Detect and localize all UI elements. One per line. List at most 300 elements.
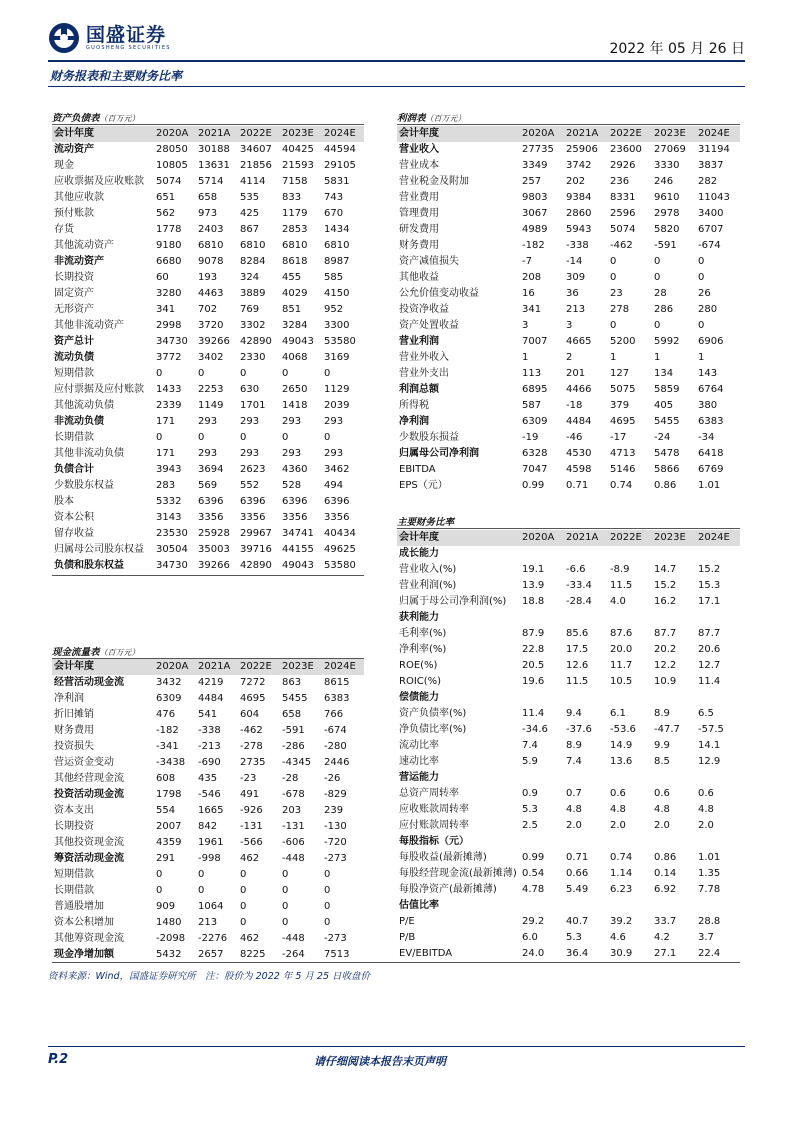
cell-value: 4.0 xyxy=(610,596,626,607)
cell-value: 863 xyxy=(282,677,302,688)
cell-value: 22.8 xyxy=(522,644,545,655)
cell-value: 0.66 xyxy=(566,868,589,879)
cell-value: 1665 xyxy=(198,805,224,816)
cell-value: 8225 xyxy=(240,949,266,960)
cell-value: 3284 xyxy=(282,320,308,331)
row-label: 归属于母公司净利润(%) xyxy=(399,596,507,607)
cell-value: 27069 xyxy=(654,144,686,155)
cell-value: 0 xyxy=(198,885,205,896)
cell-value: -213 xyxy=(198,741,221,752)
row-label: 营运资金变动 xyxy=(54,757,114,768)
cell-value: 309 xyxy=(566,272,586,283)
table-row xyxy=(52,851,364,867)
cell-value: 3 xyxy=(522,320,529,331)
cell-value: 405 xyxy=(654,400,674,411)
table-row xyxy=(397,690,740,706)
cell-value: 3 xyxy=(566,320,573,331)
header-label: 会计年度 xyxy=(52,659,154,675)
cell-value: 0 xyxy=(698,320,705,331)
cell-value: 491 xyxy=(240,789,260,800)
table-row xyxy=(397,850,740,866)
cell-value xyxy=(696,770,740,786)
cell-value: 2330 xyxy=(240,352,266,363)
cell-value: -24 xyxy=(654,432,671,443)
cell-value: 3169 xyxy=(324,352,350,363)
cell-value: 293 xyxy=(324,448,344,459)
income-statement-caption-rule xyxy=(397,124,740,125)
table-row xyxy=(397,366,740,382)
table-row xyxy=(52,787,364,803)
cell-value: 34730 xyxy=(156,560,188,571)
row-label: 营业收入(%) xyxy=(399,564,457,575)
cell-value: 11.5 xyxy=(610,580,633,591)
row-label: 应收账款周转率 xyxy=(399,804,469,815)
cell-value: 60 xyxy=(156,272,169,283)
header-year: 2023E xyxy=(280,659,322,675)
row-label: 其他流动负债 xyxy=(54,400,114,411)
table-row xyxy=(397,658,740,674)
cell-value: 3349 xyxy=(522,160,548,171)
ratios-caption-rule xyxy=(397,528,740,529)
cell-value: 6396 xyxy=(198,496,224,507)
cell-value: 4695 xyxy=(240,693,266,704)
table-row xyxy=(52,206,364,222)
cell-value: 202 xyxy=(566,176,586,187)
table-header-row xyxy=(52,659,364,675)
cell-value: 2926 xyxy=(610,160,636,171)
cell-value xyxy=(520,610,564,626)
cell-value: 842 xyxy=(198,821,218,832)
cell-value: 324 xyxy=(240,272,260,283)
cell-value: 7.78 xyxy=(698,884,721,895)
cell-value: 3742 xyxy=(566,160,592,171)
cell-value: 6680 xyxy=(156,256,182,267)
cell-value: 1149 xyxy=(198,400,224,411)
row-label: 非流动资产 xyxy=(54,256,104,267)
cell-value: 4484 xyxy=(198,693,224,704)
table-row xyxy=(52,675,364,691)
table-row xyxy=(397,174,740,190)
row-label: 少数股东损益 xyxy=(399,432,459,443)
cell-value: 4989 xyxy=(522,224,548,235)
cell-value: -8.9 xyxy=(610,564,630,575)
cell-value: 20.6 xyxy=(698,644,721,655)
cell-value: 6.5 xyxy=(698,708,714,719)
cell-value: 282 xyxy=(698,176,718,187)
cell-value: 630 xyxy=(240,384,260,395)
cell-value: 49043 xyxy=(282,336,314,347)
cell-value: 6.23 xyxy=(610,884,633,895)
header-year: 2024E xyxy=(696,126,740,142)
cell-value: 44594 xyxy=(324,144,356,155)
table-row xyxy=(397,802,740,818)
cell-value: 2657 xyxy=(198,949,224,960)
cell-value: 8.9 xyxy=(654,708,670,719)
table-row xyxy=(397,286,740,302)
cell-value: 5714 xyxy=(198,176,224,187)
cell-value: -674 xyxy=(324,725,347,736)
cell-value: -26 xyxy=(324,773,341,784)
logo-chinese-name: 国盛证券 xyxy=(86,23,167,46)
cell-value: 25906 xyxy=(566,144,598,155)
cell-value: 19.6 xyxy=(522,676,545,687)
table-row xyxy=(52,819,364,835)
cell-value: 27.1 xyxy=(654,948,677,959)
table-row xyxy=(52,462,364,478)
cell-value: 1778 xyxy=(156,224,182,235)
cell-value xyxy=(652,610,696,626)
cell-value: 494 xyxy=(324,480,344,491)
cell-value: 3837 xyxy=(698,160,724,171)
cell-value: 293 xyxy=(282,448,302,459)
table-row xyxy=(52,947,364,963)
cell-value: 40.7 xyxy=(566,916,589,927)
cell-value: 0 xyxy=(156,432,163,443)
table-row xyxy=(397,142,740,158)
row-label: 现金净增加额 xyxy=(54,949,114,960)
row-label: 净利润 xyxy=(399,416,429,427)
cell-value: 22.4 xyxy=(698,948,721,959)
row-label: 其他非流动负债 xyxy=(54,448,124,459)
cell-value: 213 xyxy=(566,304,586,315)
cell-value: 3356 xyxy=(198,512,224,523)
cell-value: -273 xyxy=(324,853,347,864)
row-label: 营业成本 xyxy=(399,160,439,171)
table-row xyxy=(397,302,740,318)
cell-value: 0 xyxy=(654,320,661,331)
cell-value: 201 xyxy=(566,368,586,379)
cell-value xyxy=(652,690,696,706)
cell-value: 608 xyxy=(156,773,176,784)
cell-value: -286 xyxy=(282,741,305,752)
row-label: 营业外支出 xyxy=(399,368,449,379)
cell-value: 0.6 xyxy=(698,788,714,799)
cell-value: 7272 xyxy=(240,677,266,688)
cell-value: 14.1 xyxy=(698,740,721,751)
cell-value: -34.6 xyxy=(522,724,548,735)
row-label: 估值比率 xyxy=(399,900,439,911)
cell-value: 6309 xyxy=(156,693,182,704)
cell-value: 239 xyxy=(324,805,344,816)
ratios-title: 主要财务比率 xyxy=(397,517,455,528)
table-row xyxy=(52,350,364,366)
cell-value: 4695 xyxy=(610,416,636,427)
cell-value: 0 xyxy=(282,901,289,912)
cell-value: 1179 xyxy=(282,208,308,219)
cell-value: -462 xyxy=(610,240,633,251)
cell-value: 658 xyxy=(198,192,218,203)
row-label: 现金 xyxy=(54,160,74,171)
cell-value: 6383 xyxy=(698,416,724,427)
cell-value: 39716 xyxy=(240,544,272,555)
table-row xyxy=(397,722,740,738)
cell-value: 293 xyxy=(240,448,260,459)
cell-value xyxy=(608,834,652,850)
cash-flow-unit: （百万元） xyxy=(99,648,140,657)
cell-value: 6309 xyxy=(522,416,548,427)
cell-value: 2039 xyxy=(324,400,350,411)
row-label: 获利能力 xyxy=(399,612,439,623)
row-label: 经营活动现金流 xyxy=(54,677,124,688)
table-row xyxy=(397,594,740,610)
cell-value: 702 xyxy=(198,304,218,315)
cell-value: -448 xyxy=(282,933,305,944)
cell-value: 6.0 xyxy=(522,932,538,943)
table-row xyxy=(52,755,364,771)
cell-value: 5478 xyxy=(654,448,680,459)
cell-value: 4114 xyxy=(240,176,266,187)
cell-value: 0.7 xyxy=(566,788,582,799)
cell-value: 0 xyxy=(240,885,247,896)
row-label: 投资损失 xyxy=(54,741,94,752)
cell-value: 3330 xyxy=(654,160,680,171)
cell-value: 21593 xyxy=(282,160,314,171)
row-label: 短期借款 xyxy=(54,869,94,880)
table-row xyxy=(52,270,364,286)
cell-value: 0 xyxy=(324,869,331,880)
cell-value: 3067 xyxy=(522,208,548,219)
cell-value: 0 xyxy=(156,885,163,896)
cell-value: 670 xyxy=(324,208,344,219)
table-row xyxy=(397,738,740,754)
cell-value: 4665 xyxy=(566,336,592,347)
cell-value: 562 xyxy=(156,208,176,219)
cell-value: 21856 xyxy=(240,160,272,171)
cell-value: 293 xyxy=(324,416,344,427)
row-label: 归属母公司净利润 xyxy=(399,448,479,459)
cell-value: 5455 xyxy=(282,693,308,704)
footer-divider xyxy=(48,1046,745,1047)
row-label: 营业税金及附加 xyxy=(399,176,469,187)
cell-value: 3356 xyxy=(324,512,350,523)
cell-value: 341 xyxy=(156,304,176,315)
balance-sheet-caption xyxy=(52,110,140,124)
cell-value: 0.71 xyxy=(566,480,589,491)
cell-value: 171 xyxy=(156,416,176,427)
cell-value: 6895 xyxy=(522,384,548,395)
cell-value: 6810 xyxy=(324,240,350,251)
cell-value: 42890 xyxy=(240,560,272,571)
cell-value: 29105 xyxy=(324,160,356,171)
header-year: 2020A xyxy=(520,530,564,546)
table-row xyxy=(52,526,364,542)
table-row xyxy=(52,542,364,558)
cell-value: -720 xyxy=(324,837,347,848)
cell-value: 34741 xyxy=(282,528,314,539)
cell-value: 16.2 xyxy=(654,596,677,607)
cell-value: 0 xyxy=(324,901,331,912)
table-row xyxy=(52,430,364,446)
cell-value: 766 xyxy=(324,709,344,720)
table-row xyxy=(52,190,364,206)
cell-value: 8284 xyxy=(240,256,266,267)
table-row xyxy=(397,818,740,834)
row-label: EPS（元） xyxy=(399,480,448,491)
row-label: 其他经营现金流 xyxy=(54,773,124,784)
table-row xyxy=(397,786,740,802)
table-row xyxy=(397,898,740,914)
income-statement-unit: （百万元） xyxy=(425,114,466,123)
cell-value: 8987 xyxy=(324,256,350,267)
cell-value: 1434 xyxy=(324,224,350,235)
cell-value: 0 xyxy=(610,272,617,283)
cell-value xyxy=(608,690,652,706)
cell-value: -130 xyxy=(324,821,347,832)
cell-value: -829 xyxy=(324,789,347,800)
row-label: 公允价值变动收益 xyxy=(399,288,479,299)
cell-value: 4.8 xyxy=(610,804,626,815)
cell-value: 36.4 xyxy=(566,948,589,959)
cell-value: 6764 xyxy=(698,384,724,395)
cell-value: 1064 xyxy=(198,901,224,912)
cell-value: -546 xyxy=(198,789,221,800)
cell-value: 5074 xyxy=(156,176,182,187)
cell-value: 2.0 xyxy=(698,820,714,831)
cell-value: 20.5 xyxy=(522,660,545,671)
cell-value: 1433 xyxy=(156,384,182,395)
cell-value: 4713 xyxy=(610,448,636,459)
cell-value: 2 xyxy=(566,352,573,363)
header-year: 2022E xyxy=(238,659,280,675)
cell-value: 0 xyxy=(654,272,661,283)
cell-value: 867 xyxy=(240,224,260,235)
table-row xyxy=(52,334,364,350)
cell-value: -47.7 xyxy=(654,724,680,735)
cell-value: -28 xyxy=(282,773,299,784)
cell-value xyxy=(652,546,696,562)
cell-value: 4360 xyxy=(282,464,308,475)
table-row xyxy=(52,302,364,318)
row-label: 其他投资现金流 xyxy=(54,837,124,848)
cell-value: 1480 xyxy=(156,917,182,928)
cell-value: 30504 xyxy=(156,544,188,555)
cell-value: 1418 xyxy=(282,400,308,411)
table-row xyxy=(52,558,364,574)
cell-value xyxy=(564,770,608,786)
cell-value: 1701 xyxy=(240,400,266,411)
cell-value: 14.7 xyxy=(654,564,677,575)
cell-value: 0 xyxy=(240,869,247,880)
cell-value: 6383 xyxy=(324,693,350,704)
cell-value: 11.4 xyxy=(698,676,721,687)
cell-value: 30188 xyxy=(198,144,230,155)
cell-value: 0 xyxy=(324,432,331,443)
tables-bottom-rule xyxy=(52,962,740,963)
cell-value xyxy=(520,690,564,706)
cell-value: -131 xyxy=(240,821,263,832)
cell-value: 11.7 xyxy=(610,660,633,671)
cell-value: 193 xyxy=(198,272,218,283)
row-label: 净利率(%) xyxy=(399,644,447,655)
row-label: 净利润 xyxy=(54,693,84,704)
cell-value: 541 xyxy=(198,709,218,720)
cell-value: 4150 xyxy=(324,288,350,299)
cell-value: 3462 xyxy=(324,464,350,475)
table-row xyxy=(52,691,364,707)
cell-value: 4.6 xyxy=(610,932,626,943)
cell-value: 30.9 xyxy=(610,948,633,959)
cell-value: 4.8 xyxy=(654,804,670,815)
table-row xyxy=(52,478,364,494)
table-row xyxy=(52,835,364,851)
cell-value: 1 xyxy=(654,352,661,363)
cell-value: 12.6 xyxy=(566,660,589,671)
table-row xyxy=(52,222,364,238)
cell-value: -14 xyxy=(566,256,583,267)
cell-value: 10805 xyxy=(156,160,188,171)
cell-value: 26 xyxy=(698,288,711,299)
table-row xyxy=(397,754,740,770)
table-row xyxy=(52,803,364,819)
table-row xyxy=(397,866,740,882)
row-label: 应收票据及应收账款 xyxy=(54,176,144,187)
cell-value: 909 xyxy=(156,901,176,912)
cell-value: 2.0 xyxy=(610,820,626,831)
cell-value: 293 xyxy=(198,416,218,427)
cell-value: 1.01 xyxy=(698,480,721,491)
cell-value: -462 xyxy=(240,725,263,736)
row-label: 资本公积 xyxy=(54,512,94,523)
row-label: 每股收益(最新摊薄) xyxy=(399,852,487,863)
cell-value: 87.7 xyxy=(698,628,721,639)
table-row xyxy=(397,930,740,946)
cell-value: 554 xyxy=(156,805,176,816)
income-statement-caption xyxy=(397,110,466,124)
cell-value: 87.7 xyxy=(654,628,677,639)
cell-value: 7.4 xyxy=(566,756,582,767)
table-row xyxy=(397,578,740,594)
cell-value: 0 xyxy=(198,869,205,880)
row-label: 投资活动现金流 xyxy=(54,789,124,800)
cell-value: 0 xyxy=(282,432,289,443)
cell-value: 4029 xyxy=(282,288,308,299)
cell-value: 6.1 xyxy=(610,708,626,719)
cell-value: 0 xyxy=(282,869,289,880)
cell-value: 0.74 xyxy=(610,480,633,491)
cell-value: 4466 xyxy=(566,384,592,395)
cell-value: 5992 xyxy=(654,336,680,347)
cell-value: 4530 xyxy=(566,448,592,459)
cell-value: 0.86 xyxy=(654,480,677,491)
cell-value: 4.2 xyxy=(654,932,670,943)
cell-value: 5.3 xyxy=(566,932,582,943)
cell-value: -674 xyxy=(698,240,721,251)
header-year: 2021A xyxy=(564,126,608,142)
cash-flow-title: 现金流量表 xyxy=(52,647,100,658)
cell-value: 15.3 xyxy=(698,580,721,591)
cell-value: 34730 xyxy=(156,336,188,347)
income-statement-title: 利润表 xyxy=(397,113,426,124)
table-row xyxy=(52,771,364,787)
cell-value: 1 xyxy=(522,352,529,363)
row-label: 应付账款周转率 xyxy=(399,820,469,831)
cell-value: 11043 xyxy=(698,192,730,203)
cell-value: 6396 xyxy=(324,496,350,507)
header-label: 会计年度 xyxy=(52,126,154,142)
cell-value: 3400 xyxy=(698,208,724,219)
cell-value: 0 xyxy=(240,917,247,928)
cell-value: 2860 xyxy=(566,208,592,219)
disclaimer-link[interactable]: 请仔细阅读本报告末页声明 xyxy=(314,1055,446,1068)
cell-value xyxy=(608,610,652,626)
cell-value: 0 xyxy=(240,901,247,912)
table-row xyxy=(397,626,740,642)
row-label: 普通股增加 xyxy=(54,901,104,912)
row-label: 长期借款 xyxy=(54,885,94,896)
cell-value: 7007 xyxy=(522,336,548,347)
table-row xyxy=(397,158,740,174)
cell-value: 3432 xyxy=(156,677,182,688)
